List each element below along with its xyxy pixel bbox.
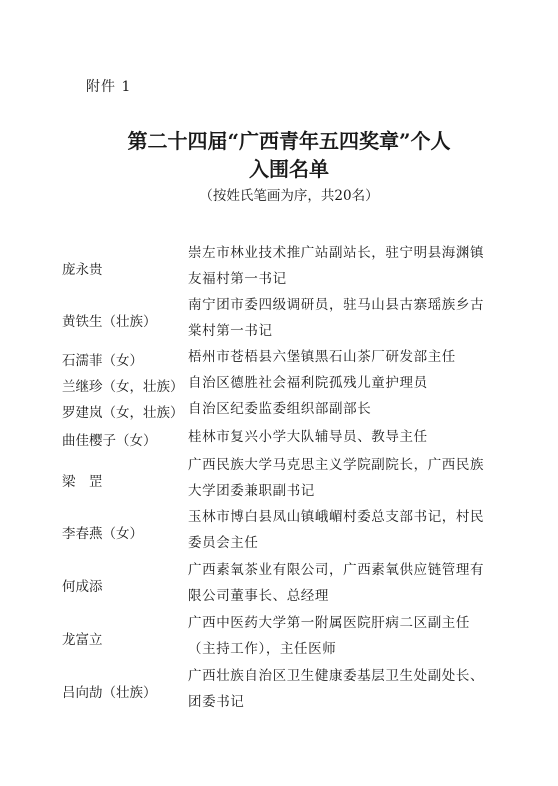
nominee-name: 黄铁生（壮族） <box>62 314 157 330</box>
document-title-line1: 第二十四届“广西青年五四奖章”个人 <box>127 129 451 153</box>
nominee-name: 兰继珍（女，壮族） <box>62 379 184 395</box>
nominee-duty: 广西民族大学马克思主义学院副院长，广西民族大学团委兼职副书记 <box>188 457 485 499</box>
nominee-name: 庞永贵 <box>62 262 103 278</box>
nominee-duty: 广西壮族自治区卫生健康委基层卫生处副处长、团委书记 <box>188 668 485 710</box>
nominee-name: 罗建岚（女，壮族） <box>62 405 184 421</box>
nominee-duty: 玉林市博白县凤山镇峨嵋村委总支部书记，村民委员会主任 <box>188 509 485 551</box>
document-subtitle: （按姓氏笔画为序，共20名） <box>199 188 379 204</box>
nominee-name: 龙富立 <box>62 632 103 648</box>
nominee-name: 吕向劼（壮族） <box>62 685 157 701</box>
nominee-duty: 崇左市林业技术推广站副站长，驻宁明县海渊镇友福村第一书记 <box>188 245 485 287</box>
nominee-name: 李春燕（女） <box>62 526 143 542</box>
nominee-duty: 桂林市复兴小学大队辅导员、教导主任 <box>188 429 428 445</box>
nominee-name: 梁 罡 <box>62 474 103 490</box>
document-title-line2: 入围名单 <box>249 157 329 181</box>
nominee-name: 何成添 <box>62 579 103 595</box>
nominee-duty: 自治区德胜社会福利院孤残儿童护理员 <box>188 375 428 391</box>
attachment-label: 附件 1 <box>86 79 132 95</box>
nominee-name: 石濡菲（女） <box>62 353 143 369</box>
nominee-name: 曲佳樱子（女） <box>62 433 157 449</box>
nominee-duty: 南宁团市委四级调研员，驻马山县古寨瑶族乡古棠村第一书记 <box>188 297 485 339</box>
nominee-duty: 梧州市苍梧县六堡镇黑石山茶厂研发部主任 <box>188 349 456 365</box>
nominee-duty: 广西中医药大学第一附属医院肝病二区副主任（主持工作），主任医师 <box>188 615 470 657</box>
nominee-duty: 广西素氧茶业有限公司，广西素氧供应链管理有限公司董事长、总经理 <box>188 562 485 604</box>
nominee-duty: 自治区纪委监委组织部副部长 <box>188 401 372 417</box>
